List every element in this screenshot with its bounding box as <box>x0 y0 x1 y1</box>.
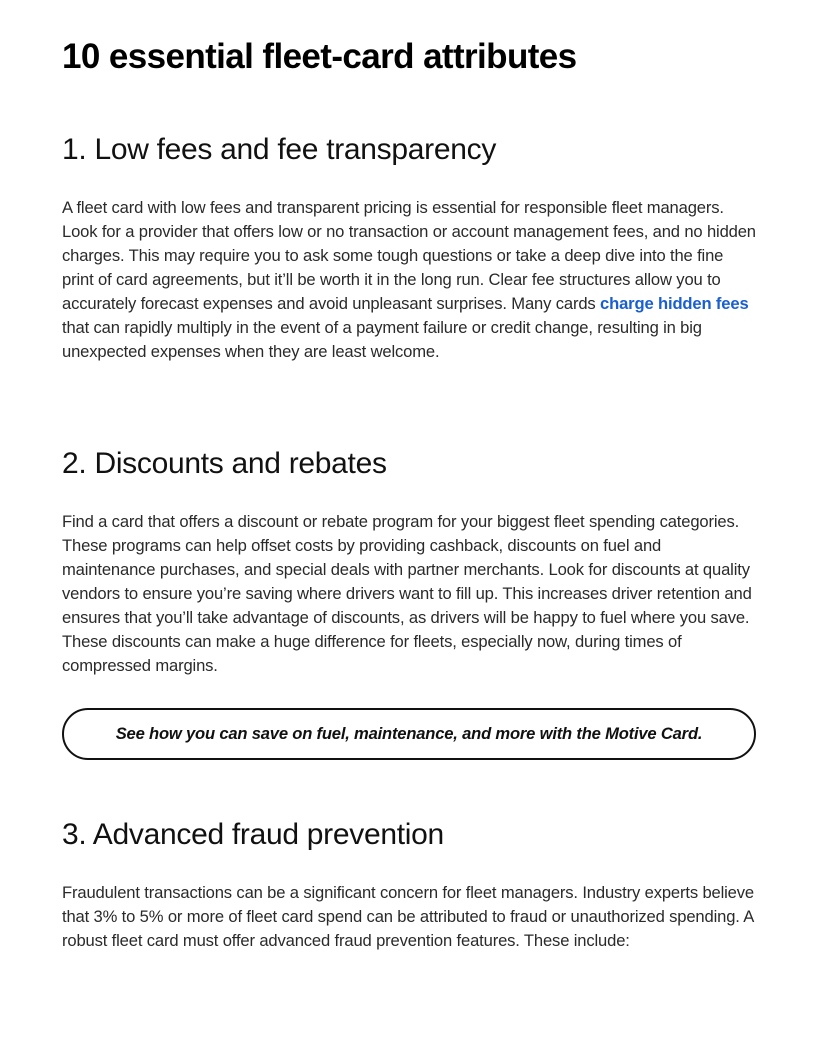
section-heading-discounts: 2. Discounts and rebates <box>62 447 387 480</box>
section-heading-low-fees: 1. Low fees and fee transparency <box>62 133 497 166</box>
section-paragraph-low-fees <box>62 196 756 364</box>
page-title: 10 essential fleet-card attributes <box>62 37 577 76</box>
section-heading-fraud-prevention: 3. Advanced fraud prevention <box>62 818 444 851</box>
charge-hidden-fees-link[interactable]: charge hidden fees <box>600 294 749 313</box>
paragraph-text-before-link: A fleet card with low fees and transparent pricing is essential for responsible fleet managers. Look for a provider that offers low or no transaction or account management fees, and no hidden charges. This may require you to ask some tough questions or take a deep dive into the fine print of card agreements, but it’ll be worth it in the long run. Clear fee structures allow you to accurately forecast expenses and avoid unpleasant surprises. Many cards <box>62 198 756 313</box>
paragraph-text-after-link: that can rapidly multiply in the event of a payment failure or credit change, resulting in big unexpected expenses when they are least welcome. <box>62 318 702 361</box>
motive-card-cta-button[interactable]: See how you can save on fuel, maintenance, and more with the Motive Card. <box>62 708 756 760</box>
section-paragraph-discounts: Find a card that offers a discount or rebate program for your biggest fleet spending categories. These programs can help offset costs by providing cashback, discounts on fuel and maintenance purchases, and special deals with partner merchants. Look for discounts at quality vendors to ensure you’re saving where drivers want to fill up. This increases driver retention and ensures that you’ll take advantage of discounts, as drivers will be happy to fuel where you save. These discounts can make a huge difference for fleets, especially now, during times of compressed margins. <box>62 512 752 675</box>
section-paragraph-fraud-prevention: Fraudulent transactions can be a significant concern for fleet managers. Industry experts believe that 3% to 5% or more of fleet card spend can be attributed to fraud or unauthorized spending. A robust fleet card must offer advanced fraud prevention features. These include: <box>62 883 754 950</box>
